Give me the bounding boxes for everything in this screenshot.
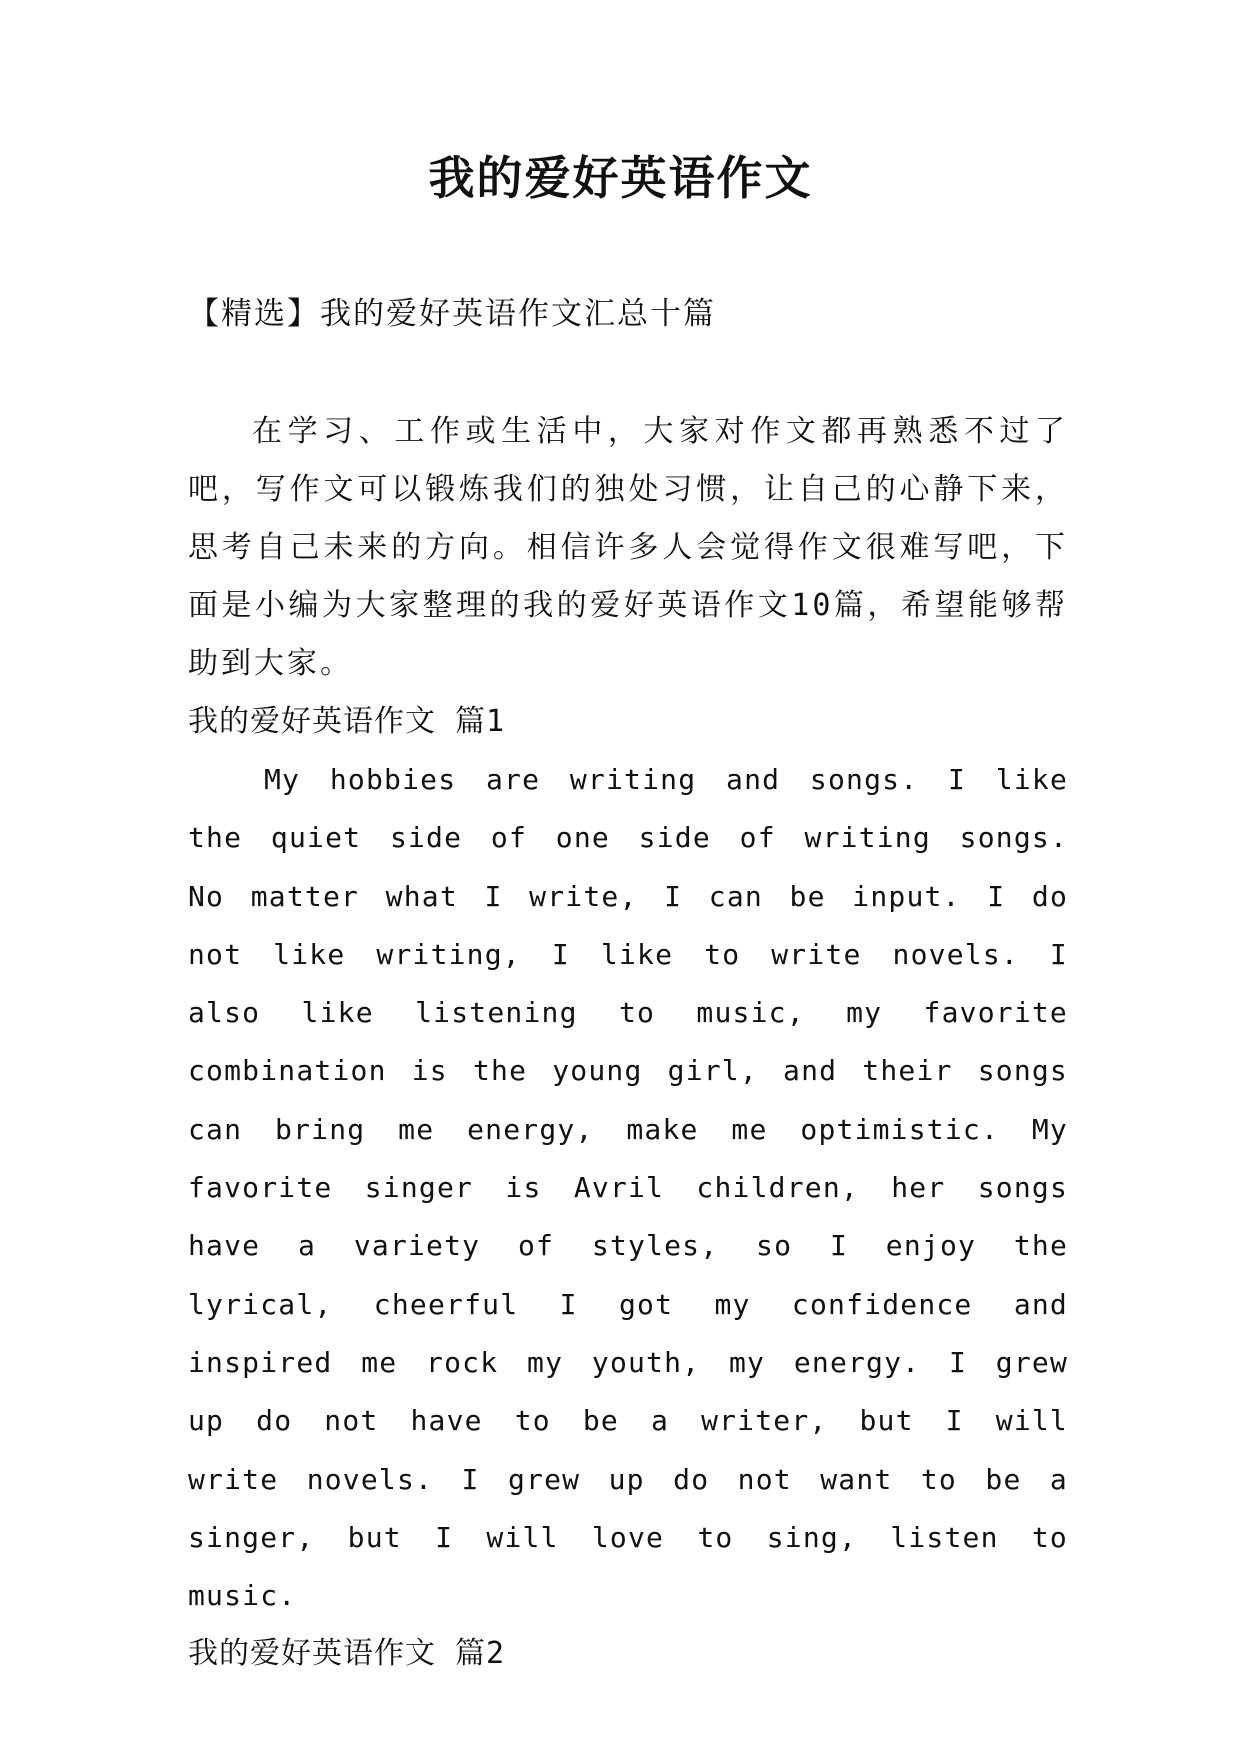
document-subtitle: 【精选】我的爱好英语作文汇总十篇 xyxy=(188,296,716,332)
section-heading-2: 我的爱好英语作文 篇2 xyxy=(188,1636,506,1672)
intro-paragraph: 在学习、工作或生活中，大家对作文都再熟悉不过了吧，写作文可以锻炼我们的独处习惯，让自己的心静下来，思考自己未来的方向。相信许多人会觉得作文很难写吧，下面是小编为大家整理的我的爱好英语作文10篇，希望能够帮助到大家。 xyxy=(188,414,1068,681)
document-body xyxy=(188,403,1068,1683)
section-heading-1: 我的爱好英语作文 篇1 xyxy=(188,704,506,739)
essay-paragraph-1: My hobbies are writing and songs. I like the quiet side of one side of writing songs. No matter what I write, I can be input. I do not like writing, I like to write novels. I also like listening to music, my favorite combination is the young girl, and their songs can bring me energy, make me optimistic. My favorite singer is Avril children, her songs have a variety of styles, so I enjoy the lyrical, cheerful I got my confidence and inspired me rock my youth, my energy. I grew up do not have to be a writer, but I will write novels. I grew up do not want to be a singer, but I will love to sing, listen to music. xyxy=(188,763,1068,1613)
document-title: 我的爱好英语作文 xyxy=(428,151,813,205)
